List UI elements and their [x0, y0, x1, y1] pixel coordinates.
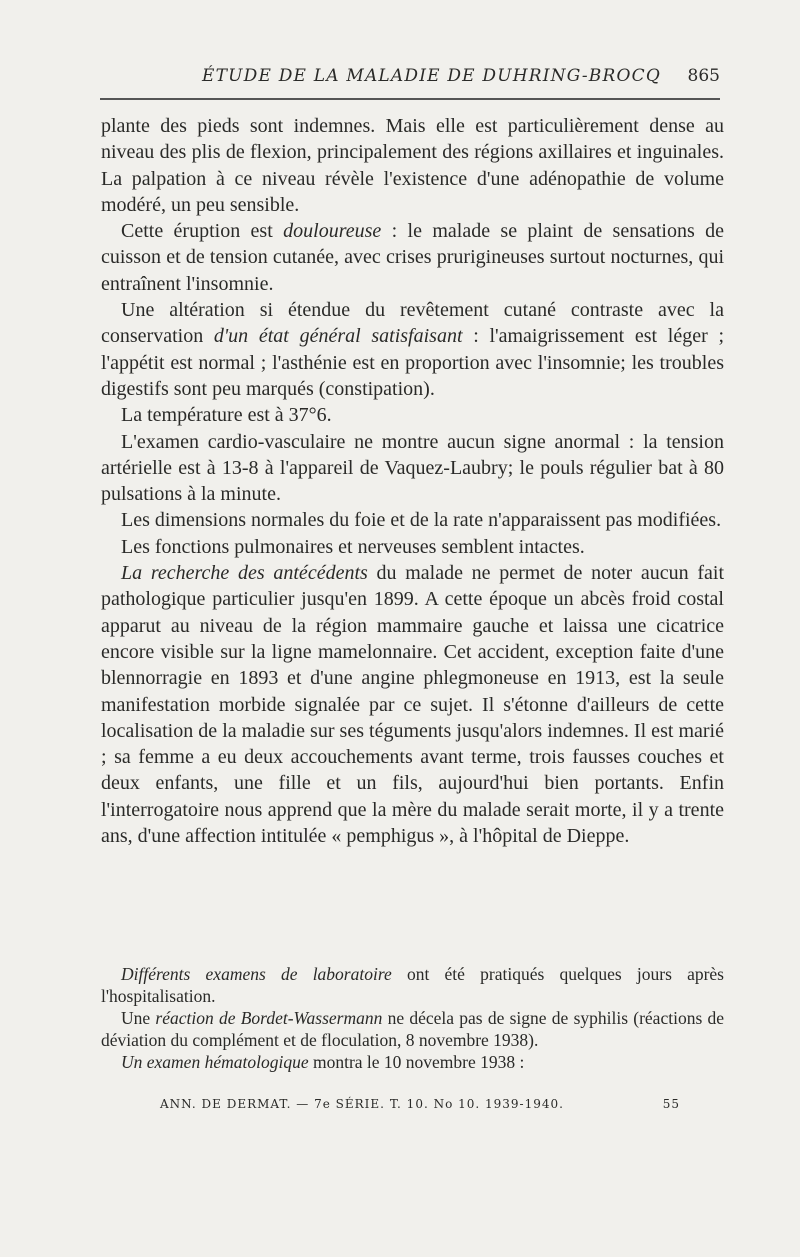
paragraph: plante des pieds sont indemnes. Mais elle est particulièrement dense au niveau des plis de flexion, principalement des régions axillaires et inguinales. La palpation à ce niveau révèle l'existence d'une adénopathie de volume modéré, un peu sensible. [101, 115, 724, 216]
paragraph [101, 560, 724, 849]
paragraph: Les dimensions normales du foie et de la rate n'apparaissent pas modifiées. [121, 509, 722, 532]
sheet-number: 55 [662, 1097, 680, 1111]
text-run: du malade ne permet de noter aucun fait pathologique particulier jusqu'en 1899. A cette époque un abcès froid costal apparut au niveau de la région mammaire gauche et laissa une cicatrice encore visible sur la ligne mamelonnaire. Cet accident, exception faite d'une blennorragie en 1893 et d'une angine phlegmoneuse en 1913, est la seule manifestation morbide signalée par ce sujet. Il s'étonne d'ailleurs de cette localisation de la maladie sur ses téguments jusqu'alors indemnes. Il est marié ; sa femme a eu deux accouchements avant terme, trois fausses couches et deux enfants, une fille et un fils, aujourd'hui bien portants. Enfin l'interrogatoire nous apprend que la mère du malade serait morte, il y a trente ans, d'une affection intitulée « pemphigus », à l'hôpital de Dieppe. [101, 562, 725, 848]
emphasis: douloureuse [283, 220, 382, 243]
paragraph [101, 297, 724, 402]
emphasis: La recherche des antécédents [121, 562, 368, 585]
running-title: ÉTUDE DE LA MALADIE DE DUHRING-BROCQ [202, 66, 661, 86]
page-header [100, 62, 720, 100]
small-print-section [101, 963, 724, 1073]
paragraph [101, 963, 724, 1007]
text-run: Cette éruption est [121, 220, 284, 243]
text-run: : le malade se plaint de sensations de cuisson et de tension cutanée, avec crises prurigineuses surtout nocturnes, qui entraînent l'insomnie. [101, 220, 725, 295]
page-number: 865 [687, 66, 720, 86]
paragraph [101, 218, 724, 297]
text-run: montra le 10 novembre 1938 : [308, 1052, 525, 1072]
paragraph: La température est à 37°6. [121, 404, 332, 427]
emphasis: Un examen hématologique [121, 1052, 309, 1072]
emphasis: réaction de Bordet-Wassermann [155, 1008, 383, 1028]
paragraph [101, 1051, 724, 1073]
text-run: : l'amaigrissement est léger ; l'appétit est normal ; l'asthénie est en proportion avec l'insomnie; les troubles digestifs sont peu marqués (constipation). [101, 325, 724, 400]
paragraph: L'examen cardio-vasculaire ne montre aucun signe anormal : la tension artérielle est à 13-8 à l'appareil de Vaquez-Laubry; le pouls régulier bat à 80 pulsations à la minute. [101, 430, 724, 506]
paragraph: Les fonctions pulmonaires et nerveuses semblent intactes. [121, 535, 585, 558]
emphasis: d'un état général satisfaisant [213, 325, 463, 348]
emphasis: Différents examens de laboratoire [121, 964, 392, 984]
text-run: ont été pratiqués quelques jours après l'hospitalisation. [101, 964, 724, 1006]
paragraph [101, 1007, 724, 1051]
text-run: ne décela pas de signe de syphilis (réactions de déviation du complément et de floculation, 8 novembre 1938). [101, 1008, 725, 1050]
main-text [101, 113, 724, 849]
text-run: Une altération si étendue du revêtement cutané contraste avec la conservation [101, 299, 724, 348]
text-run: Une [121, 1008, 156, 1028]
journal-signature: ANN. DE DERMAT. — 7e SÉRIE. T. 10. No 10. 1939-1940. [160, 1097, 564, 1111]
